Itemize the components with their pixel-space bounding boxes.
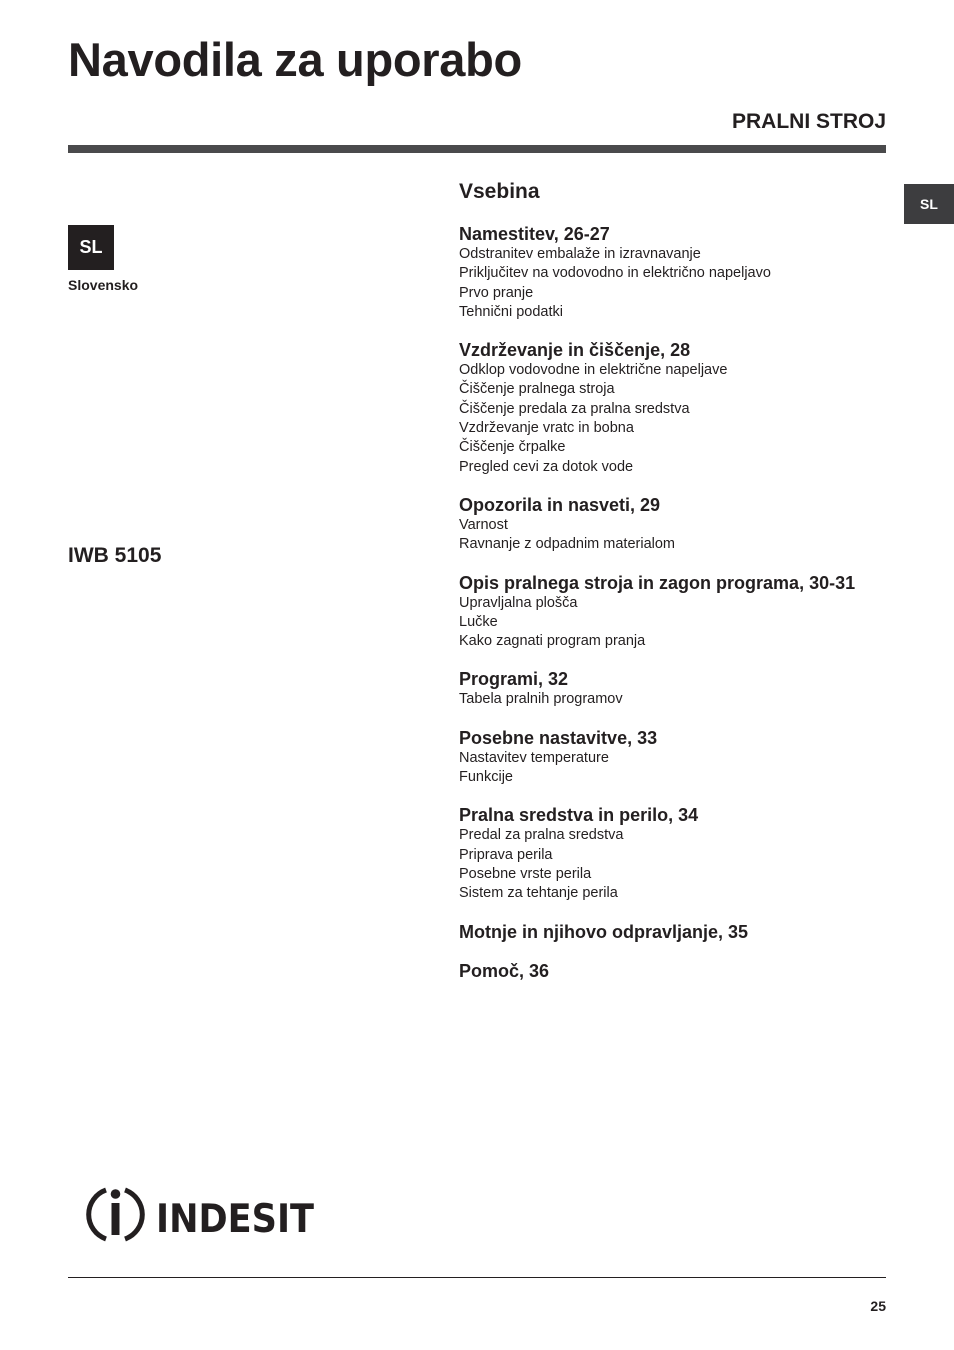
toc-item: Ravnanje z odpadnim materialom	[459, 536, 675, 553]
toc-section	[459, 960, 889, 982]
toc-item: Odklop vodovodne in električne napeljave	[459, 362, 728, 379]
toc-section-title: Opozorila in nasveti, 29	[459, 494, 661, 515]
toc-section	[459, 921, 889, 943]
logo-wordmark: INDESIT	[156, 1197, 315, 1242]
toc-item: Varnost	[459, 516, 508, 533]
toc-section-title: Posebne nastavitve, 33	[459, 727, 658, 748]
toc-item: Nastavitev temperature	[459, 749, 609, 766]
toc-section	[459, 727, 889, 788]
toc-section	[459, 223, 889, 322]
toc-item: Predal za pralna sredstva	[459, 827, 624, 844]
header-divider	[68, 145, 886, 153]
toc-section	[459, 668, 889, 709]
indesit-logo	[86, 1184, 318, 1244]
toc-section-title: Opis pralnega stroja in zagon programa, 30-31	[459, 572, 856, 593]
toc-section-title: Vzdrževanje in čiščenje, 28	[459, 340, 691, 361]
page-subtitle: PRALNI STROJ	[731, 110, 886, 133]
toc-item-list	[459, 826, 889, 903]
toc-item: Kako zagnati program pranja	[459, 633, 646, 650]
toc-item: Upravljalna plošča	[459, 594, 578, 611]
toc-item: Priključitev na vodovodno in električno napeljavo	[459, 265, 771, 282]
toc-item: Odstranitev embalaže in izravnavanje	[459, 246, 701, 262]
toc-section	[459, 804, 889, 903]
toc-item: Tabela pralnih programov	[459, 691, 623, 708]
toc-item-list	[459, 749, 889, 788]
toc-section-title: Namestitev, 26-27	[459, 224, 610, 244]
toc-section	[459, 494, 889, 555]
toc-item: Čiščenje pralnega stroja	[459, 381, 615, 398]
toc-item-list	[459, 594, 889, 652]
table-of-contents	[459, 178, 889, 999]
toc-item: Pregled cevi za dotok vode	[459, 458, 634, 475]
model-number: IWB 5105	[68, 544, 162, 567]
page-number: 25	[870, 1298, 886, 1314]
toc-item-list	[459, 516, 889, 555]
toc-section	[459, 572, 889, 652]
language-badge: SL	[68, 225, 114, 270]
toc-sections	[459, 223, 889, 982]
footer-divider	[68, 1277, 886, 1278]
toc-item: Sistem za tehtanje perila	[459, 885, 618, 902]
toc-section-title: Pralna sredstva in perilo, 34	[459, 805, 699, 826]
toc-item-list	[459, 361, 889, 477]
toc-section	[459, 339, 889, 477]
toc-item: Tehnični podatki	[459, 303, 563, 320]
toc-item: Priprava perila	[459, 846, 553, 863]
toc-section-title: Pomoč, 36	[459, 960, 550, 981]
indesit-logo-icon	[89, 1189, 143, 1239]
toc-item: Posebne vrste perila	[459, 865, 592, 882]
toc-section-title: Motnje in njihovo odpravljanje, 35	[459, 921, 749, 942]
toc-item: Čiščenje predala za pralna sredstva	[459, 400, 690, 417]
toc-item: Funkcije	[459, 769, 513, 786]
toc-item-list	[459, 690, 889, 709]
toc-item-list	[459, 245, 889, 322]
toc-item: Lučke	[459, 613, 498, 630]
toc-heading: Vsebina	[459, 180, 540, 203]
language-side-tab: SL	[904, 184, 954, 224]
toc-item: Vzdrževanje vratc in bobna	[459, 420, 634, 437]
language-name: Slovensko	[68, 277, 139, 293]
toc-section-title: Programi, 32	[459, 669, 569, 690]
page-title: Navodila za uporabo	[68, 33, 522, 86]
toc-item: Čiščenje črpalke	[459, 439, 566, 456]
toc-item: Prvo pranje	[459, 284, 534, 301]
